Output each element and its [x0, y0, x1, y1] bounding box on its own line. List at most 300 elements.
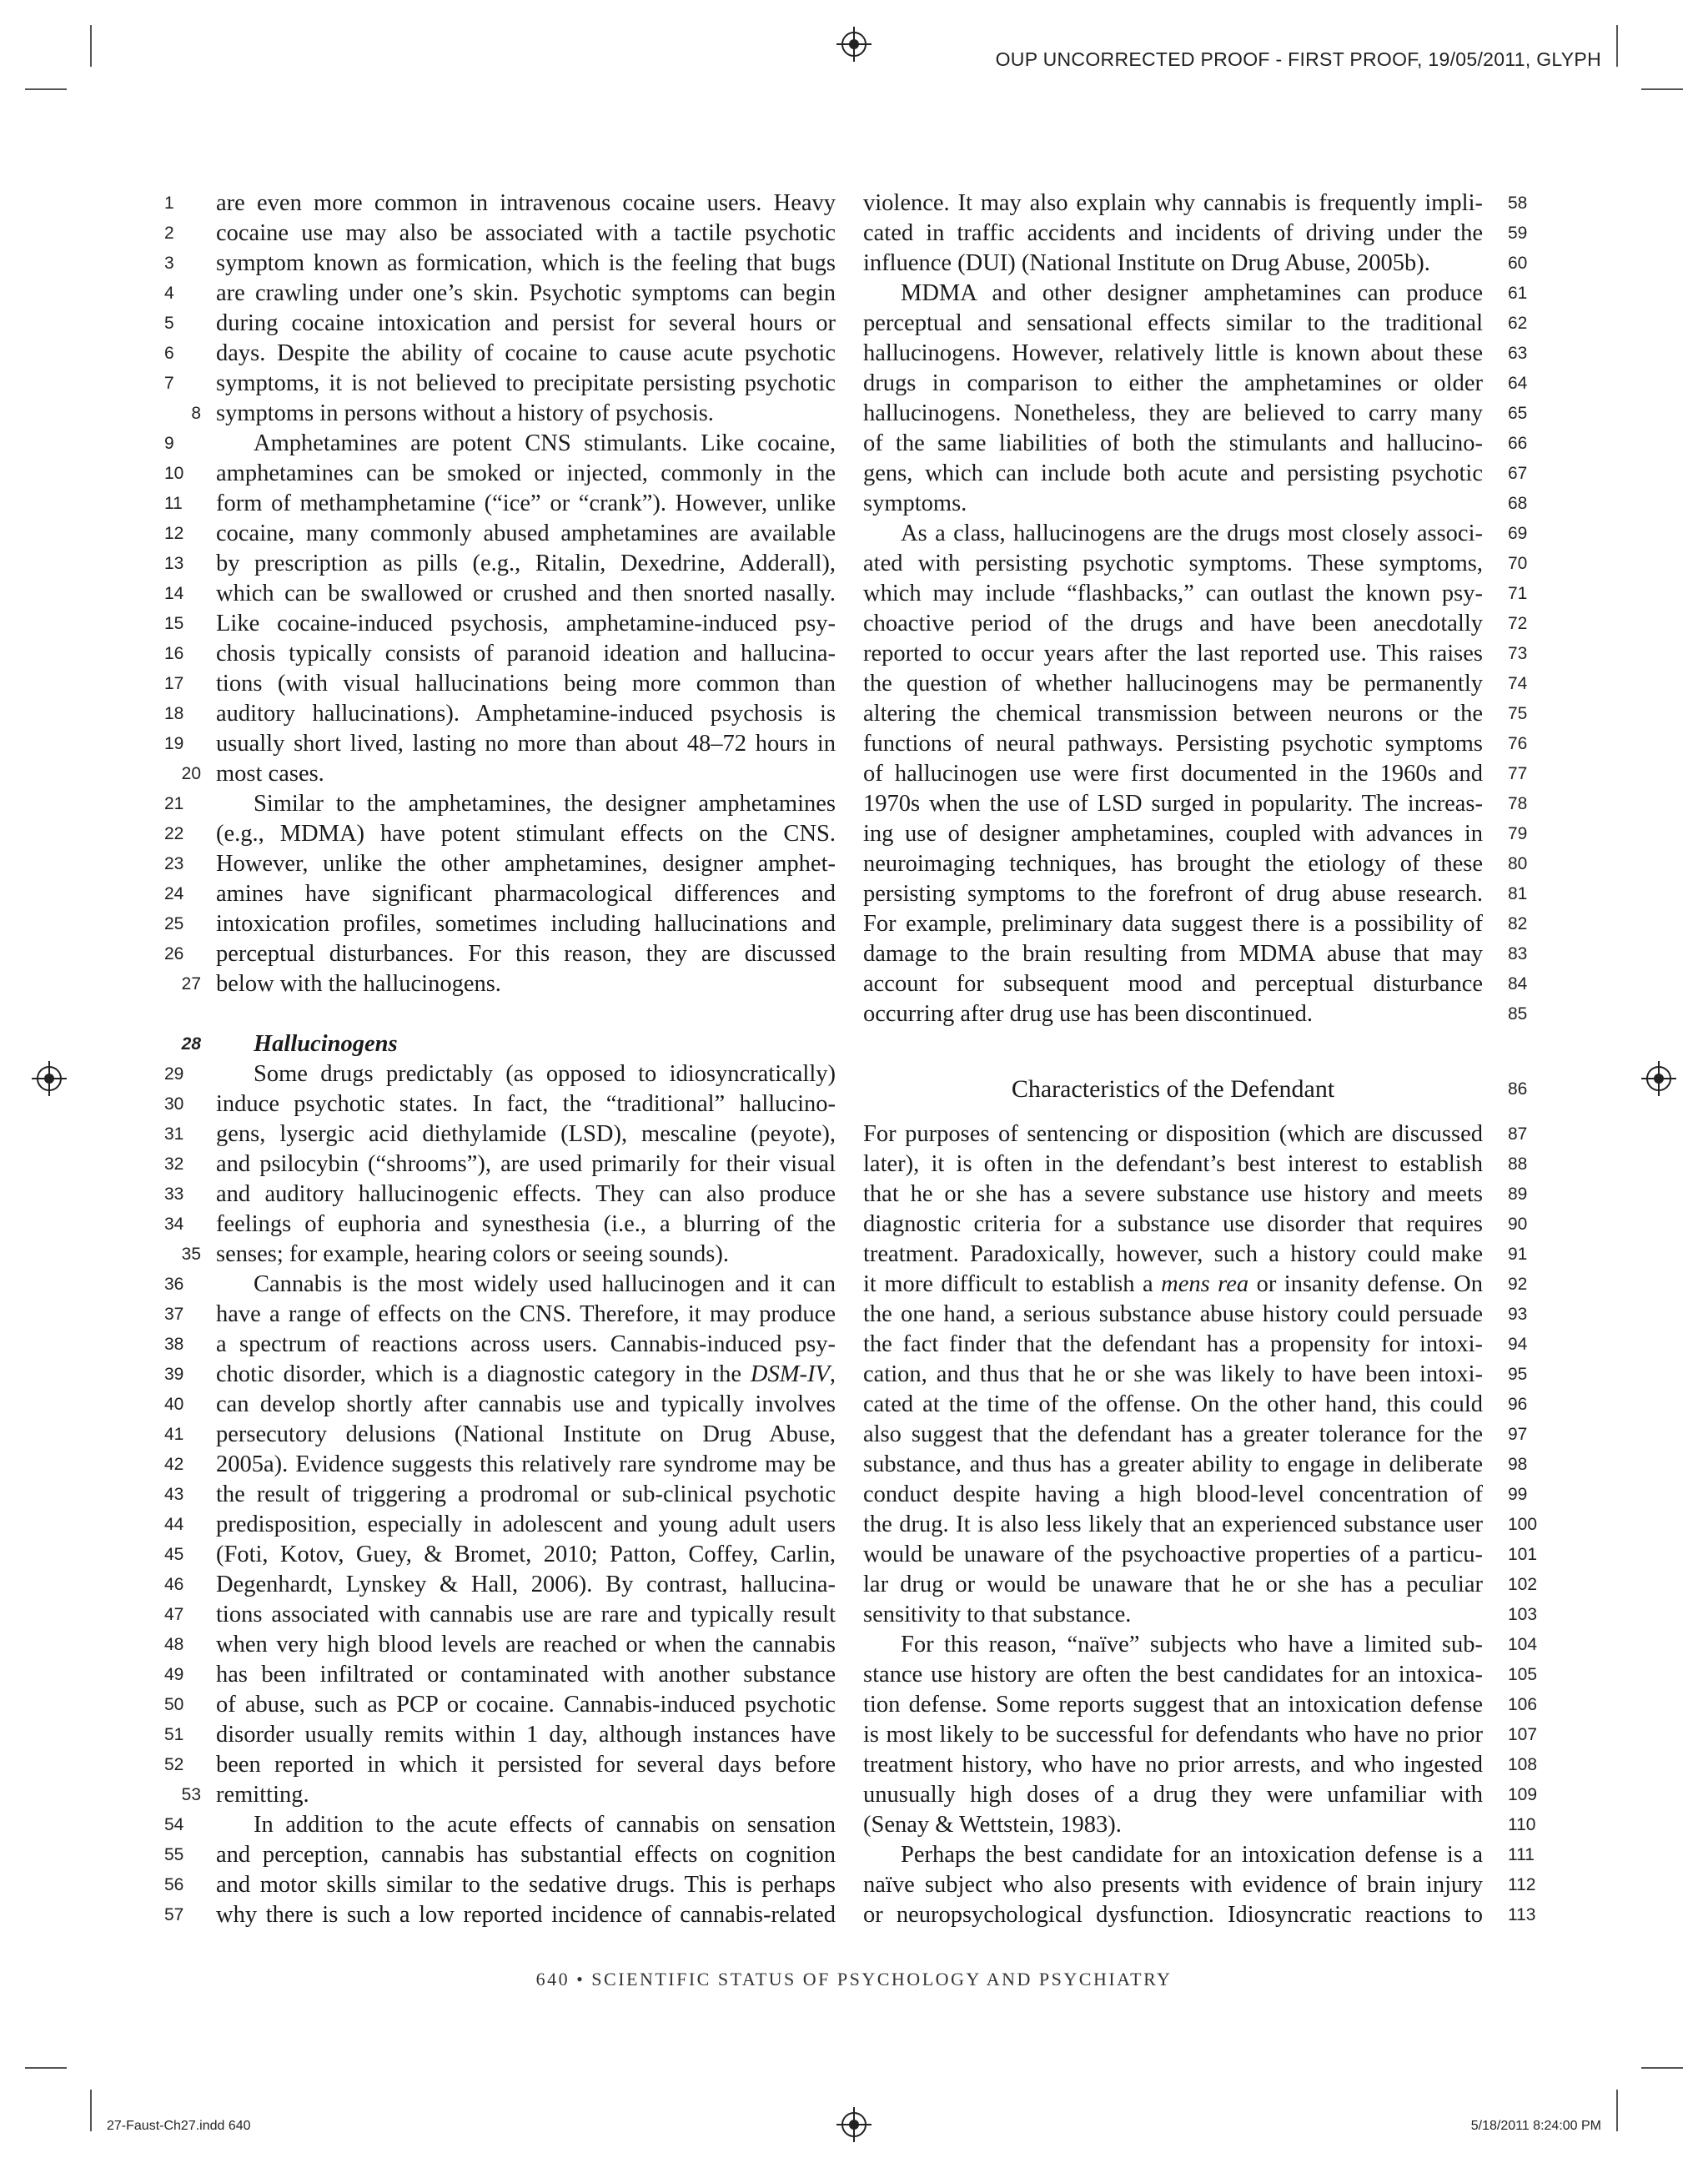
line-number: 14 — [164, 584, 184, 603]
line-number: 56 — [164, 1875, 184, 1894]
line-text: symptoms. — [863, 490, 967, 516]
line-number: 44 — [164, 1515, 184, 1534]
line-text: which may include “flashbacks,” can outlast the known psy- — [863, 581, 1483, 606]
text-line — [863, 1810, 1536, 1840]
subsection-heading — [181, 1029, 836, 1059]
line-number: 28 — [181, 1034, 201, 1054]
line-number: 6 — [164, 344, 174, 363]
line-text: that he or she has a severe substance use history and meets — [863, 1181, 1483, 1207]
text-line — [164, 1750, 836, 1780]
line-number: 111 — [1508, 1845, 1535, 1864]
line-text: Amphetamines are potent CNS stimulants. Like cocaine, — [254, 430, 836, 456]
line-number: 38 — [164, 1335, 184, 1354]
line-number: 93 — [1508, 1305, 1528, 1324]
line-number: 57 — [164, 1905, 184, 1924]
line-text: naïve subject who also presents with evidence of brain injury — [863, 1872, 1483, 1898]
crop-mark — [1641, 88, 1683, 90]
line-text: of the same liabilities of both the stimulants and hallucino- — [863, 430, 1483, 456]
line-text: cocaine use may also be associated with a tactile psychotic — [216, 220, 836, 246]
text-line — [863, 1720, 1538, 1750]
line-number: 7 — [164, 374, 174, 393]
line-text: when very high blood levels are reached or when the cannabis — [216, 1632, 836, 1657]
line-text: (Senay & Wettstein, 1983). — [863, 1812, 1122, 1838]
text-line — [164, 939, 836, 969]
line-number: 20 — [181, 764, 201, 783]
line-text: Cannabis is the most widely used hallucinogen and it can — [254, 1271, 836, 1297]
text-line — [164, 1480, 836, 1510]
text-line — [863, 1660, 1538, 1690]
line-number: 74 — [1508, 674, 1528, 693]
text-line — [863, 459, 1528, 489]
line-number: 112 — [1508, 1875, 1536, 1894]
line-text: treatment. Paradoxically, however, such a history could make — [863, 1241, 1483, 1267]
line-number: 86 — [1508, 1079, 1528, 1099]
line-text: gens, lysergic acid diethylamide (LSD), mescaline (peyote), — [216, 1121, 836, 1147]
text-line — [181, 1240, 836, 1270]
text-line — [863, 699, 1528, 729]
text-line — [863, 639, 1528, 669]
right-column — [863, 189, 1538, 1930]
line-text: functions of neural pathways. Persisting psychotic symptoms — [863, 731, 1483, 757]
text-line — [164, 1390, 836, 1420]
line-number: 85 — [1508, 1004, 1528, 1024]
line-text: treatment history, who have no prior arrests, and who ingested — [863, 1752, 1483, 1778]
line-number: 106 — [1508, 1695, 1538, 1714]
line-number: 69 — [1508, 524, 1528, 543]
text-line — [164, 369, 836, 399]
line-number: 55 — [164, 1845, 184, 1864]
line-text: choactive period of the drugs and have been anecdotally — [863, 611, 1483, 636]
running-footer: 640 • SCIENTIFIC STATUS OF PSYCHOLOGY AND PSYCHIATRY — [535, 1969, 1173, 1989]
crop-mark — [90, 2090, 92, 2131]
line-text: perceptual and sensational effects similar to the traditional — [863, 310, 1483, 336]
paragraph-first-line — [863, 519, 1528, 549]
line-number: 19 — [164, 734, 184, 753]
line-number: 66 — [1508, 434, 1528, 453]
text-line — [164, 1210, 836, 1240]
line-text: Degenhardt, Lynskey & Hall, 2006). By contrast, hallucina- — [216, 1572, 836, 1597]
text-line — [164, 1119, 836, 1149]
line-text: sensitivity to that substance. — [863, 1602, 1132, 1627]
text-line — [164, 1420, 836, 1450]
text-line — [863, 1119, 1528, 1149]
text-line — [863, 669, 1528, 699]
line-text: altering the chemical transmission between neurons or the — [863, 701, 1483, 727]
line-number: 113 — [1508, 1905, 1536, 1924]
text-line — [164, 819, 836, 849]
line-number: 97 — [1508, 1425, 1528, 1444]
text-line — [164, 1630, 836, 1660]
crop-mark — [25, 88, 67, 90]
line-text: below with the hallucinogens. — [216, 971, 501, 997]
line-number: 60 — [1508, 254, 1528, 273]
line-number: 9 — [164, 434, 174, 453]
line-number: 95 — [1508, 1365, 1528, 1384]
crop-mark — [1616, 25, 1618, 67]
text-line — [164, 609, 836, 639]
line-number: 11 — [164, 494, 183, 513]
text-line — [164, 699, 836, 729]
text-line — [863, 369, 1528, 399]
line-number: 109 — [1508, 1785, 1538, 1804]
text-line — [863, 549, 1528, 579]
line-number: 34 — [164, 1215, 184, 1234]
line-text: conduct despite having a high blood-level concentration of — [863, 1481, 1483, 1507]
text-line — [863, 1480, 1528, 1510]
line-number: 42 — [164, 1455, 184, 1474]
line-number: 76 — [1508, 734, 1528, 753]
line-number: 84 — [1508, 974, 1528, 993]
line-text: neuroimaging techniques, has brought the etiology of these — [863, 851, 1483, 877]
line-number: 96 — [1508, 1395, 1528, 1414]
line-number: 58 — [1508, 194, 1528, 213]
line-number: 25 — [164, 914, 184, 933]
line-number: 77 — [1508, 764, 1528, 783]
line-text: persisting symptoms to the forefront of drug abuse research. — [863, 881, 1483, 907]
text-line — [863, 1330, 1528, 1360]
line-text: tions associated with cannabis use are rare and typically result — [216, 1602, 836, 1627]
line-number: 101 — [1508, 1545, 1538, 1564]
line-text: For purposes of sentencing or disposition (which are discussed — [863, 1121, 1483, 1147]
line-number: 73 — [1508, 644, 1528, 663]
line-number: 23 — [164, 854, 184, 873]
line-number: 61 — [1508, 284, 1528, 303]
text-line — [164, 1330, 836, 1360]
line-text: chosis typically consists of paranoid ideation and hallucina- — [216, 641, 836, 667]
line-text: (Foti, Kotov, Guey, & Bromet, 2010; Patton, Coffey, Carlin, — [216, 1542, 836, 1567]
line-text: 1970s when the use of LSD surged in popularity. The increas- — [863, 791, 1483, 817]
text-line — [863, 1360, 1528, 1390]
text-line — [164, 549, 836, 579]
text-line — [164, 519, 836, 549]
text-line — [164, 1510, 836, 1540]
section-heading — [863, 1074, 1528, 1104]
line-text: Hallucinogens — [254, 1031, 398, 1057]
line-number: 63 — [1508, 344, 1528, 363]
line-text: is most likely to be successful for defendants who have no prior — [863, 1722, 1483, 1748]
text-line — [164, 219, 836, 249]
heading-spacing — [863, 1059, 1483, 1074]
text-line — [863, 969, 1528, 999]
line-number: 104 — [1508, 1635, 1538, 1654]
line-text: hallucinogens. Nonetheless, they are believed to carry many — [863, 400, 1483, 426]
text-line — [863, 1240, 1528, 1270]
crop-mark — [1616, 2090, 1618, 2131]
line-text: and perception, cannabis has substantial effects on cognition — [216, 1842, 836, 1868]
italic-term: DSM-IV — [750, 1361, 830, 1387]
line-text: violence. It may also explain why cannabis is frequently impli- — [863, 190, 1483, 216]
line-number: 48 — [164, 1635, 184, 1654]
line-number: 88 — [1508, 1154, 1528, 1174]
text-line — [164, 1570, 836, 1600]
text-line — [863, 1300, 1528, 1330]
line-text: induce psychotic states. In fact, the “traditional” hallucino- — [216, 1091, 836, 1117]
line-text: damage to the brain resulting from MDMA abuse that may — [863, 941, 1483, 967]
text-line — [863, 819, 1528, 849]
text-line — [164, 339, 836, 369]
line-text: the result of triggering a prodromal or sub-clinical psychotic — [216, 1481, 836, 1507]
text-line — [164, 1540, 836, 1570]
line-text: drugs in comparison to either the amphetamines or older — [863, 370, 1483, 396]
line-number: 79 — [1508, 824, 1528, 843]
text-line — [181, 969, 836, 999]
line-number: 50 — [164, 1695, 184, 1714]
text-line — [164, 309, 836, 339]
line-number: 99 — [1508, 1485, 1528, 1504]
line-number: 29 — [164, 1064, 184, 1084]
line-text: account for subsequent mood and perceptual disturbance — [863, 971, 1483, 997]
line-text: by prescription as pills (e.g., Ritalin, Dexedrine, Adderall), — [216, 551, 836, 576]
line-number: 40 — [164, 1395, 184, 1414]
line-text: stance use history are often the best candidates for an intoxica- — [863, 1662, 1483, 1688]
text-line — [863, 1690, 1538, 1720]
text-line — [863, 609, 1528, 639]
line-number: 47 — [164, 1605, 184, 1624]
line-number: 32 — [164, 1154, 184, 1174]
text-line — [164, 1900, 836, 1930]
text-line — [863, 1570, 1538, 1600]
crop-mark — [1641, 2067, 1683, 2069]
line-text: cated at the time of the offense. On the other hand, this could — [863, 1391, 1483, 1417]
paragraph-first-line — [863, 279, 1528, 309]
line-text: As a class, hallucinogens are the drugs most closely associ- — [901, 521, 1483, 546]
text-line — [181, 759, 836, 789]
line-text: gens, which can include both acute and persisting psychotic — [863, 460, 1483, 486]
line-number: 54 — [164, 1815, 184, 1834]
line-number: 91 — [1508, 1245, 1528, 1264]
text-line — [863, 789, 1528, 819]
paragraph-gap — [863, 1029, 1483, 1059]
text-line — [863, 249, 1528, 279]
slug-file: 27-Faust-Ch27.indd 640 — [107, 2119, 251, 2133]
paragraph-first-line — [164, 1270, 836, 1300]
line-number: 17 — [164, 674, 184, 693]
text-line — [863, 759, 1528, 789]
line-text: For this reason, “naïve” subjects who have a limited sub- — [901, 1632, 1483, 1657]
line-text: it more difficult to establish a mens rea or insanity defense. On — [863, 1271, 1483, 1297]
line-number: 13 — [164, 554, 184, 573]
text-line — [164, 1149, 836, 1180]
line-number: 52 — [164, 1755, 184, 1774]
line-number: 10 — [164, 464, 184, 483]
line-text: days. Despite the ability of cocaine to cause acute psychotic — [216, 340, 836, 366]
line-number: 110 — [1508, 1815, 1536, 1834]
line-text: cated in traffic accidents and incidents of driving under the — [863, 220, 1483, 246]
text-line — [164, 1450, 836, 1480]
line-text: have a range of effects on the CNS. Therefore, it may produce — [216, 1301, 836, 1327]
line-text: the question of whether hallucinogens may be permanently — [863, 671, 1483, 697]
line-text: the drug. It is also less likely that an experienced substance user — [863, 1512, 1483, 1537]
line-text: (e.g., MDMA) have potent stimulant effects on the CNS. — [216, 821, 836, 847]
text-line — [164, 1660, 836, 1690]
text-line — [164, 489, 836, 519]
text-line — [164, 1360, 836, 1390]
text-line — [863, 1540, 1538, 1570]
text-line — [863, 1149, 1528, 1180]
line-text: cocaine, many commonly abused amphetamines are available — [216, 521, 836, 546]
line-number: 1 — [164, 194, 174, 213]
line-text: unusually high doses of a drug they were unfamiliar with — [863, 1782, 1483, 1808]
line-number: 3 — [164, 254, 174, 273]
line-text: are crawling under one’s skin. Psychotic symptoms can begin — [216, 280, 836, 306]
line-number: 67 — [1508, 464, 1528, 483]
text-line — [863, 999, 1528, 1029]
line-text: Similar to the amphetamines, the designer amphetamines — [254, 791, 836, 817]
line-number: 78 — [1508, 794, 1528, 813]
crop-mark — [25, 2067, 67, 2069]
line-number: 46 — [164, 1575, 184, 1594]
line-text: Perhaps the best candidate for an intoxication defense is a — [901, 1842, 1483, 1868]
heading-spacing — [863, 1104, 1483, 1119]
line-number: 103 — [1508, 1605, 1538, 1624]
text-line — [164, 249, 836, 279]
line-text: are even more common in intravenous cocaine users. Heavy — [216, 190, 836, 216]
line-number: 83 — [1508, 944, 1528, 963]
text-line — [164, 1089, 836, 1119]
line-text: symptom known as formication, which is the feeling that bugs — [216, 250, 836, 276]
text-line — [863, 189, 1528, 219]
line-number: 49 — [164, 1665, 184, 1684]
line-text: senses; for example, hearing colors or seeing sounds). — [216, 1241, 729, 1267]
text-line — [863, 909, 1528, 939]
line-text: amphetamines can be smoked or injected, commonly in the — [216, 460, 836, 486]
line-number: 31 — [164, 1124, 184, 1144]
line-text: Like cocaine-induced psychosis, amphetamine-induced psy- — [216, 611, 836, 636]
line-text: during cocaine intoxication and persist for several hours or — [216, 310, 836, 336]
line-number: 90 — [1508, 1215, 1528, 1234]
paragraph-first-line — [863, 1630, 1538, 1660]
line-text: chotic disorder, which is a diagnostic category in the DSM-IV, — [216, 1361, 836, 1387]
line-text: ated with persisting psychotic symptoms. These symptoms, — [863, 551, 1483, 576]
line-number: 94 — [1508, 1335, 1528, 1354]
line-text: of abuse, such as PCP or cocaine. Cannabis-induced psychotic — [216, 1692, 836, 1718]
line-text: lar drug or would be unaware that he or she has a peculiar — [863, 1572, 1483, 1597]
line-number: 80 — [1508, 854, 1528, 873]
line-number: 39 — [164, 1365, 184, 1384]
line-text: influence (DUI) (National Institute on Drug Abuse, 2005b). — [863, 250, 1430, 276]
proof-label: OUP UNCORRECTED PROOF - FIRST PROOF, 19/05/2011, GLYPH — [995, 48, 1601, 70]
line-text: usually short lived, lasting no more than about 48–72 hours in — [216, 731, 836, 757]
line-number: 26 — [164, 944, 184, 963]
line-number: 71 — [1508, 584, 1528, 603]
line-text: For example, preliminary data suggest there is a possibility of — [863, 911, 1483, 937]
line-number: 8 — [191, 404, 201, 423]
text-line — [181, 1780, 836, 1810]
text-line — [863, 309, 1528, 339]
text-line — [164, 729, 836, 759]
text-line — [863, 1870, 1536, 1900]
line-number: 12 — [164, 524, 184, 543]
line-number: 33 — [164, 1185, 184, 1204]
line-number: 36 — [164, 1275, 184, 1294]
line-number: 68 — [1508, 494, 1528, 513]
text-line — [863, 1900, 1536, 1930]
line-text: feelings of euphoria and synesthesia (i.e., a blurring of the — [216, 1211, 836, 1237]
text-line — [164, 459, 836, 489]
line-text: amines have significant pharmacological differences and — [216, 881, 836, 907]
line-text: persecutory delusions (National Institute on Drug Abuse, — [216, 1421, 836, 1447]
registration-mark-icon — [1646, 1066, 1671, 1091]
line-number: 62 — [1508, 314, 1528, 333]
line-text: most cases. — [216, 761, 324, 787]
line-text: the one hand, a serious substance abuse history could persuade — [863, 1301, 1483, 1327]
line-number: 41 — [164, 1425, 184, 1444]
line-text: predisposition, especially in adolescent and young adult users — [216, 1512, 836, 1537]
line-number: 59 — [1508, 224, 1528, 243]
text-line — [164, 1870, 836, 1900]
line-text: can develop shortly after cannabis use and typically involves — [216, 1391, 836, 1417]
line-number: 72 — [1508, 614, 1528, 633]
line-number: 108 — [1508, 1755, 1538, 1774]
text-line — [164, 1720, 836, 1750]
text-line — [164, 1600, 836, 1630]
line-text: perceptual disturbances. For this reason, they are discussed — [216, 941, 836, 967]
line-text: disorder usually remits within 1 day, although instances have — [216, 1722, 836, 1748]
line-text: symptoms, it is not believed to precipitate persisting psychotic — [216, 370, 836, 396]
line-number: 30 — [164, 1094, 184, 1114]
line-text: diagnostic criteria for a substance use disorder that requires — [863, 1211, 1483, 1237]
line-text: Characteristics of the Defendant — [1011, 1075, 1335, 1103]
line-number: 51 — [164, 1725, 184, 1744]
paragraph-first-line — [164, 789, 836, 819]
text-line — [191, 399, 836, 429]
text-line — [863, 429, 1528, 459]
slug-timestamp: 5/18/2011 8:24:00 PM — [1470, 2119, 1601, 2133]
text-line — [863, 1210, 1528, 1240]
text-line — [164, 1690, 836, 1720]
line-number: 5 — [164, 314, 174, 333]
line-text: Some drugs predictably (as opposed to idiosyncratically) — [254, 1061, 836, 1087]
line-number: 2 — [164, 224, 174, 243]
line-number: 65 — [1508, 404, 1528, 423]
line-number: 64 — [1508, 374, 1528, 393]
line-text: of hallucinogen use were first documented in the 1960s and — [863, 761, 1483, 787]
line-number: 102 — [1508, 1575, 1538, 1594]
line-number: 4 — [164, 284, 174, 303]
text-line — [863, 939, 1528, 969]
line-text: reported to occur years after the last reported use. This raises — [863, 641, 1483, 667]
text-line — [863, 1750, 1538, 1780]
line-text: and auditory hallucinogenic effects. They can also produce — [216, 1181, 836, 1207]
text-line — [863, 729, 1528, 759]
line-text: tion defense. Some reports suggest that an intoxication defense — [863, 1692, 1483, 1718]
text-line — [863, 1510, 1538, 1540]
text-line — [863, 1450, 1528, 1480]
line-number: 107 — [1508, 1725, 1538, 1744]
text-line — [863, 849, 1528, 879]
registration-mark-icon — [841, 32, 867, 57]
line-text: auditory hallucinations). Amphetamine-induced psychosis is — [216, 701, 836, 727]
line-number: 22 — [164, 824, 184, 843]
line-number: 98 — [1508, 1455, 1528, 1474]
line-text: occurring after drug use has been discontinued. — [863, 1001, 1313, 1027]
text-line — [863, 1780, 1538, 1810]
line-number: 89 — [1508, 1185, 1528, 1204]
line-text: tions (with visual hallucinations being more common than — [216, 671, 836, 697]
text-line — [863, 219, 1528, 249]
line-number: 75 — [1508, 704, 1528, 723]
line-text: ing use of designer amphetamines, coupled with advances in — [863, 821, 1483, 847]
text-line — [164, 879, 836, 909]
line-number: 15 — [164, 614, 184, 633]
line-text: In addition to the acute effects of cannabis on sensation — [254, 1812, 836, 1838]
line-text: symptoms in persons without a history of psychosis. — [216, 400, 714, 426]
line-text: and motor skills similar to the sedative drugs. This is perhaps — [216, 1872, 836, 1898]
line-text: later), it is often in the defendant’s best interest to establish — [863, 1151, 1483, 1177]
line-text: However, unlike the other amphetamines, designer amphet- — [216, 851, 836, 877]
line-text: been reported in which it persisted for several days before — [216, 1752, 836, 1778]
text-line — [863, 1180, 1528, 1210]
